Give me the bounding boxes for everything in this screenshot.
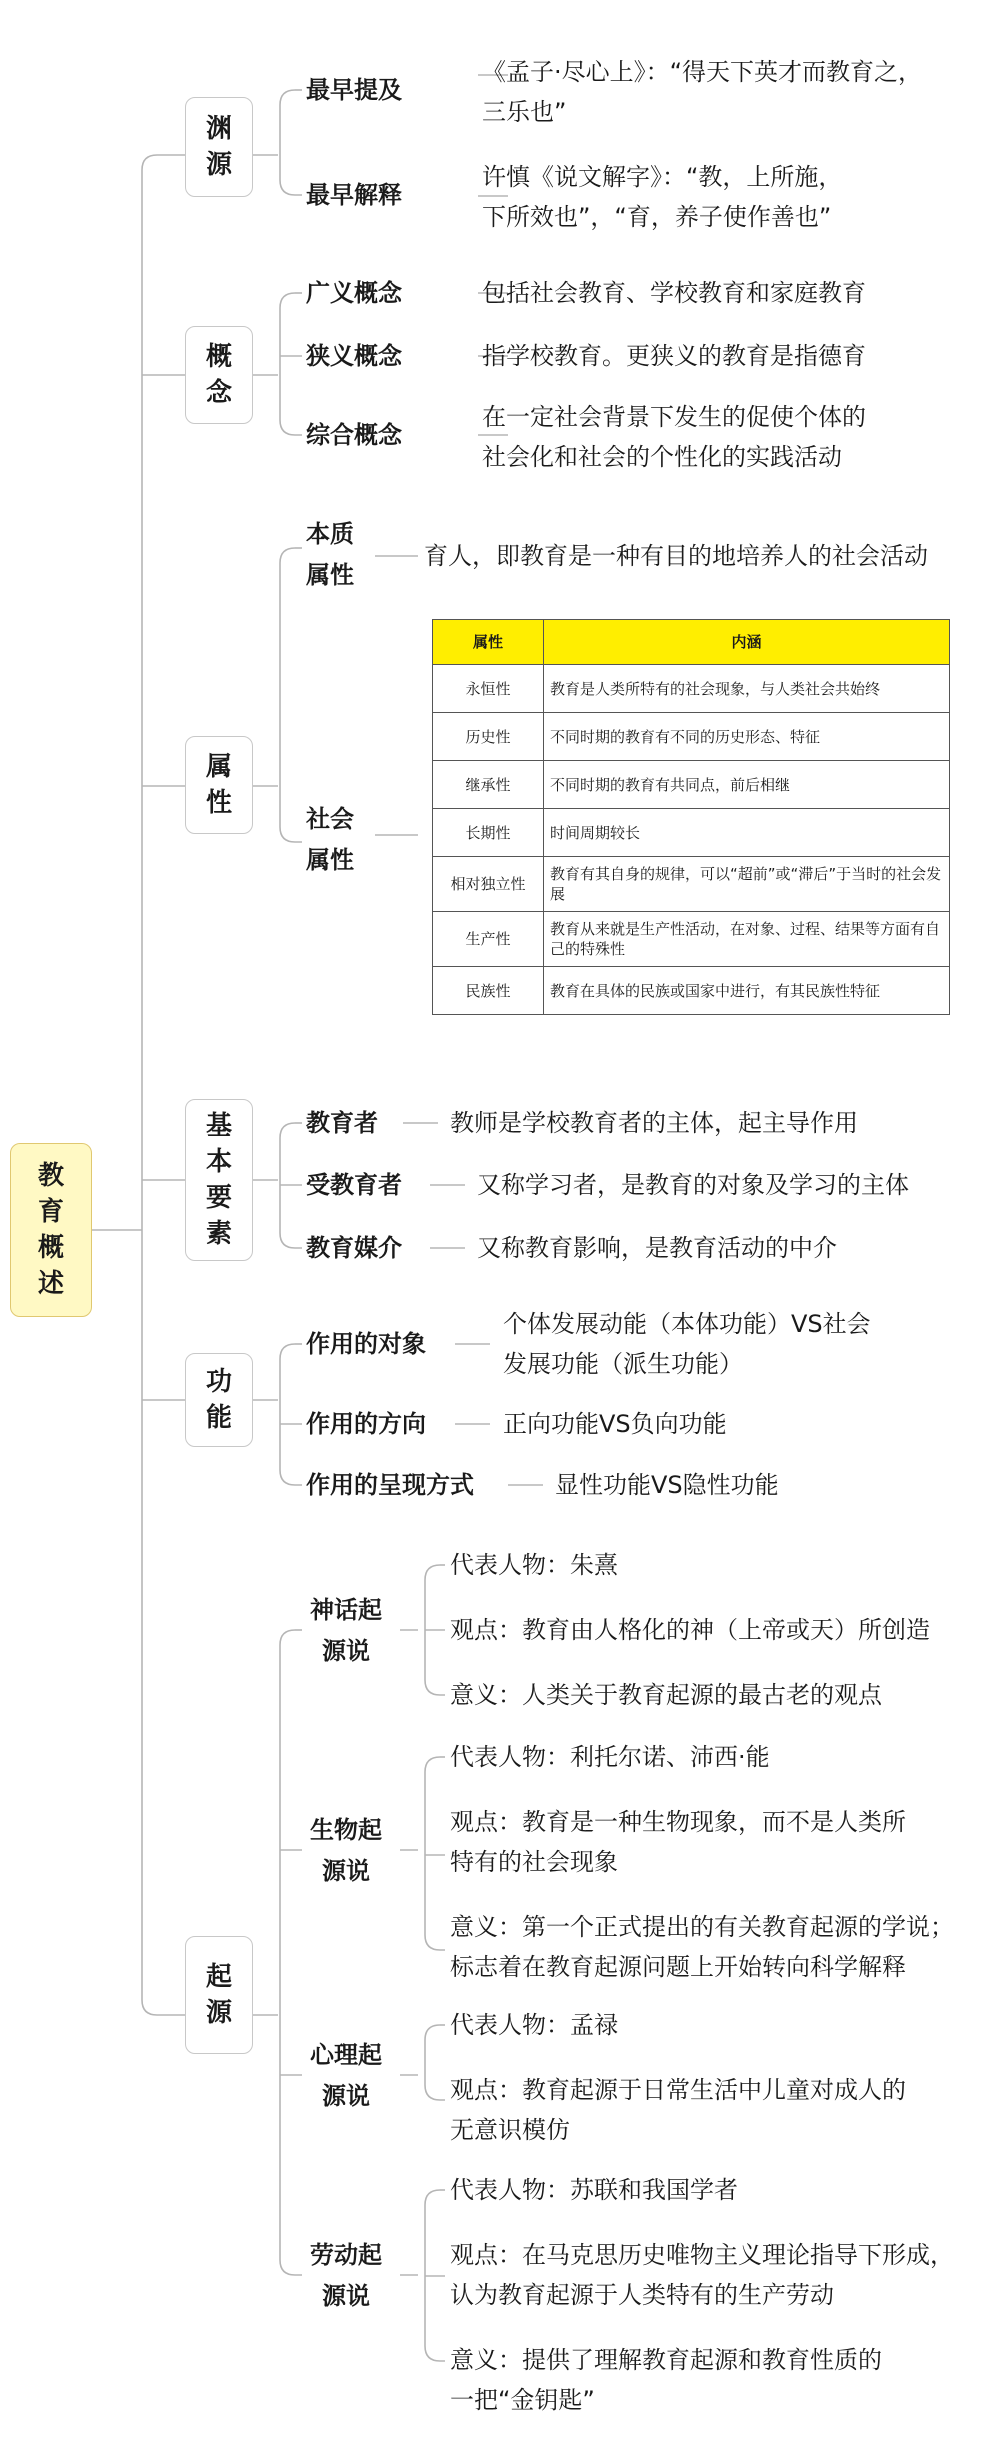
gainian-text-3b: 社会化和社会的个性化的实践活动 xyxy=(482,443,842,471)
theory-4-point-1: 代表人物：苏联和我国学者 xyxy=(450,2176,738,2204)
yuanyuan-key-1: 最早提及 xyxy=(306,76,402,104)
section-gainian xyxy=(185,326,253,424)
benzhi-key: 本质属性 xyxy=(306,520,354,589)
gongneng-text-2: 正向功能VS负向功能 xyxy=(503,1410,727,1438)
section-label: 概念 xyxy=(205,342,232,408)
theory-1-point-1: 代表人物：朱熹 xyxy=(450,1551,618,1579)
table-header-row xyxy=(433,620,950,665)
theory-2-point-2b: 特有的社会现象 xyxy=(450,1848,618,1876)
gainian-text-1: 包括社会教育、学校教育和家庭教育 xyxy=(482,279,866,307)
theory-1-point-2: 观点：教育由人格化的神（上帝或天）所创造 xyxy=(450,1616,930,1644)
yuanyuan-text-2a: 许慎《说文解字》：“教，上所施， xyxy=(482,163,843,191)
table-cell-attr: 民族性 xyxy=(433,967,544,1015)
theory-4-point-3a: 意义：提供了理解教育起源和教育性质的 xyxy=(450,2346,882,2374)
table-cell-attr: 生产性 xyxy=(433,912,544,967)
section-label: 渊源 xyxy=(205,114,232,180)
theory-name-2: 生物起源说 xyxy=(310,1816,382,1885)
yaosu-key-2: 受教育者 xyxy=(306,1171,402,1199)
yaosu-text-3: 又称教育影响，是教育活动的中介 xyxy=(477,1234,837,1262)
gongneng-text-1a: 个体发展动能（本体功能）VS社会 xyxy=(503,1310,871,1338)
table-cell-desc: 不同时期的教育有不同的历史形态、特征 xyxy=(544,713,950,761)
root-label: 教育概述 xyxy=(37,1161,64,1299)
table-cell-desc: 教育从来就是生产性活动，在对象、过程、结果等方面有自己的特殊性 xyxy=(544,912,950,967)
theory-2-point-3a: 意义：第一个正式提出的有关教育起源的学说； xyxy=(450,1913,954,1941)
theory-name-4: 劳动起源说 xyxy=(310,2241,382,2310)
theory-name-1: 神话起源说 xyxy=(310,1596,382,1665)
table-cell-attr: 永恒性 xyxy=(433,665,544,713)
theory-name-3: 心理起源说 xyxy=(310,2041,382,2110)
yuanyuan-key-2: 最早解释 xyxy=(306,181,402,209)
yaosu-text-2: 又称学习者，是教育的对象及学习的主体 xyxy=(477,1171,909,1199)
gainian-text-3a: 在一定社会背景下发生的促使个体的 xyxy=(482,403,866,431)
section-label: 功能 xyxy=(205,1367,232,1433)
section-yaosu xyxy=(185,1099,253,1261)
table-cell-desc: 教育有其自身的规律，可以“超前”或“滞后”于当时的社会发展 xyxy=(544,857,950,912)
table-row xyxy=(433,809,950,857)
theory-4-point-3b: 一把“金钥匙” xyxy=(450,2386,595,2414)
shehui-key: 社会属性 xyxy=(306,805,354,874)
theory-3-point-2b: 无意识模仿 xyxy=(450,2116,570,2144)
gongneng-key-3: 作用的呈现方式 xyxy=(306,1471,474,1499)
yaosu-key-1: 教育者 xyxy=(306,1109,378,1137)
benzhi-text: 育人，即教育是一种有目的地培养人的社会活动 xyxy=(424,542,928,570)
yaosu-text-1: 教师是学校教育者的主体，起主导作用 xyxy=(450,1109,858,1137)
gainian-key-2: 狭义概念 xyxy=(306,342,402,370)
yuanyuan-text-1b: 三乐也” xyxy=(482,98,567,126)
section-label: 属性 xyxy=(205,752,232,818)
table-row xyxy=(433,713,950,761)
section-shuxing xyxy=(185,736,253,834)
gongneng-text-3: 显性功能VS隐性功能 xyxy=(555,1471,779,1499)
table-row xyxy=(433,967,950,1015)
theory-2-point-1: 代表人物：利托尔诺、沛西·能 xyxy=(450,1743,770,1771)
yaosu-key-3: 教育媒介 xyxy=(306,1234,402,1262)
section-label: 基本要素 xyxy=(205,1111,232,1249)
yuanyuan-text-2b: 下所效也”，“育，养子使作善也” xyxy=(482,203,832,231)
table-cell-desc: 时间周期较长 xyxy=(544,809,950,857)
table-header: 属性 xyxy=(433,620,544,665)
theory-2-point-3b: 标志着在教育起源问题上开始转向科学解释 xyxy=(450,1953,906,1981)
table-cell-desc: 教育在具体的民族或国家中进行，有其民族性特征 xyxy=(544,967,950,1015)
table-row xyxy=(433,761,950,809)
yuanyuan-text-1a: 《孟子·尽心上》：“得天下英才而教育之， xyxy=(482,58,923,86)
section-qiyuan xyxy=(185,1936,253,2054)
table-cell-attr: 相对独立性 xyxy=(433,857,544,912)
table-cell-attr: 继承性 xyxy=(433,761,544,809)
gainian-text-2: 指学校教育。更狭义的教育是指德育 xyxy=(482,342,866,370)
theory-2-point-2a: 观点：教育是一种生物现象，而不是人类所 xyxy=(450,1808,906,1836)
gainian-key-3: 综合概念 xyxy=(306,421,402,449)
table-cell-desc: 不同时期的教育有共同点，前后相继 xyxy=(544,761,950,809)
table-row xyxy=(433,912,950,967)
theory-1-point-3: 意义：人类关于教育起源的最古老的观点 xyxy=(450,1681,882,1709)
table-cell-desc: 教育是人类所特有的社会现象，与人类社会共始终 xyxy=(544,665,950,713)
theory-3-point-2a: 观点：教育起源于日常生活中儿童对成人的 xyxy=(450,2076,906,2104)
gongneng-text-1b: 发展功能（派生功能） xyxy=(503,1350,743,1378)
table-header: 内涵 xyxy=(544,620,950,665)
table-cell-attr: 历史性 xyxy=(433,713,544,761)
section-label: 起源 xyxy=(205,1962,232,2028)
theory-4-point-2a: 观点：在马克思历史唯物主义理论指导下形成， xyxy=(450,2241,954,2269)
gainian-key-1: 广义概念 xyxy=(306,279,402,307)
table-row xyxy=(433,857,950,912)
section-yuanyuan xyxy=(185,97,253,197)
table-row xyxy=(433,665,950,713)
section-gongneng xyxy=(185,1353,253,1447)
theory-3-point-1: 代表人物：孟禄 xyxy=(450,2011,618,2039)
theory-4-point-2b: 认为教育起源于人类特有的生产劳动 xyxy=(450,2281,834,2309)
root-node xyxy=(10,1143,92,1317)
gongneng-key-2: 作用的方向 xyxy=(306,1410,426,1438)
table-cell-attr: 长期性 xyxy=(433,809,544,857)
gongneng-key-1: 作用的对象 xyxy=(306,1330,426,1358)
attribute-table xyxy=(432,619,950,1015)
